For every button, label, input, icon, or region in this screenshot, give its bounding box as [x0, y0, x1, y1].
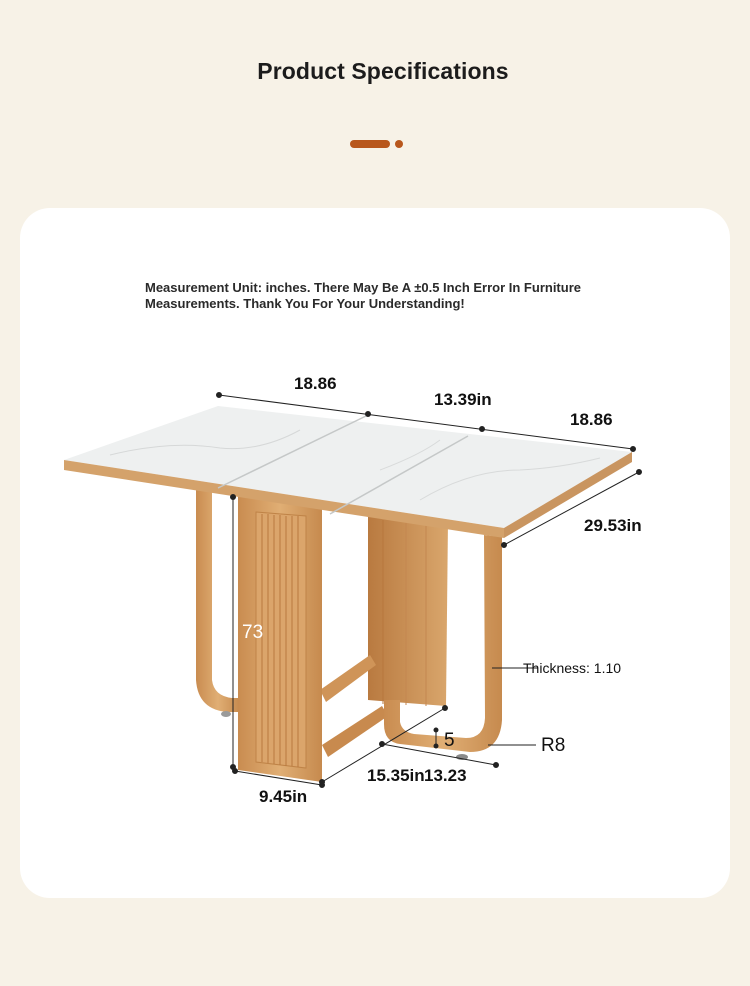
dim-height: 73 [242, 622, 264, 643]
dim-foot-gap: 5 [444, 730, 455, 751]
dim-leg-width: 9.45in [259, 787, 308, 806]
page-title: Product Specifications [257, 58, 509, 84]
dim-radius: R8 [541, 735, 566, 756]
back-center-panel [368, 512, 448, 706]
dim-top-center: 13.39in [434, 390, 492, 409]
measurement-note: Measurement Unit: inches. There May Be A ±0.5 Inch Error In Furniture Measurements. Thank You For Your Understanding! [145, 280, 581, 311]
dim-depth: 29.53in [584, 516, 642, 535]
marble-tabletop [64, 406, 632, 538]
dim-thickness: Thickness: 1.10 [523, 660, 622, 676]
dim-top-right: 18.86 [570, 410, 613, 429]
dim-base-depth: 15.35in [367, 766, 425, 785]
dim-top-left: 18.86 [294, 374, 337, 393]
dim-base-width: 13.23 [424, 766, 467, 785]
front-gate-panel [221, 492, 322, 782]
